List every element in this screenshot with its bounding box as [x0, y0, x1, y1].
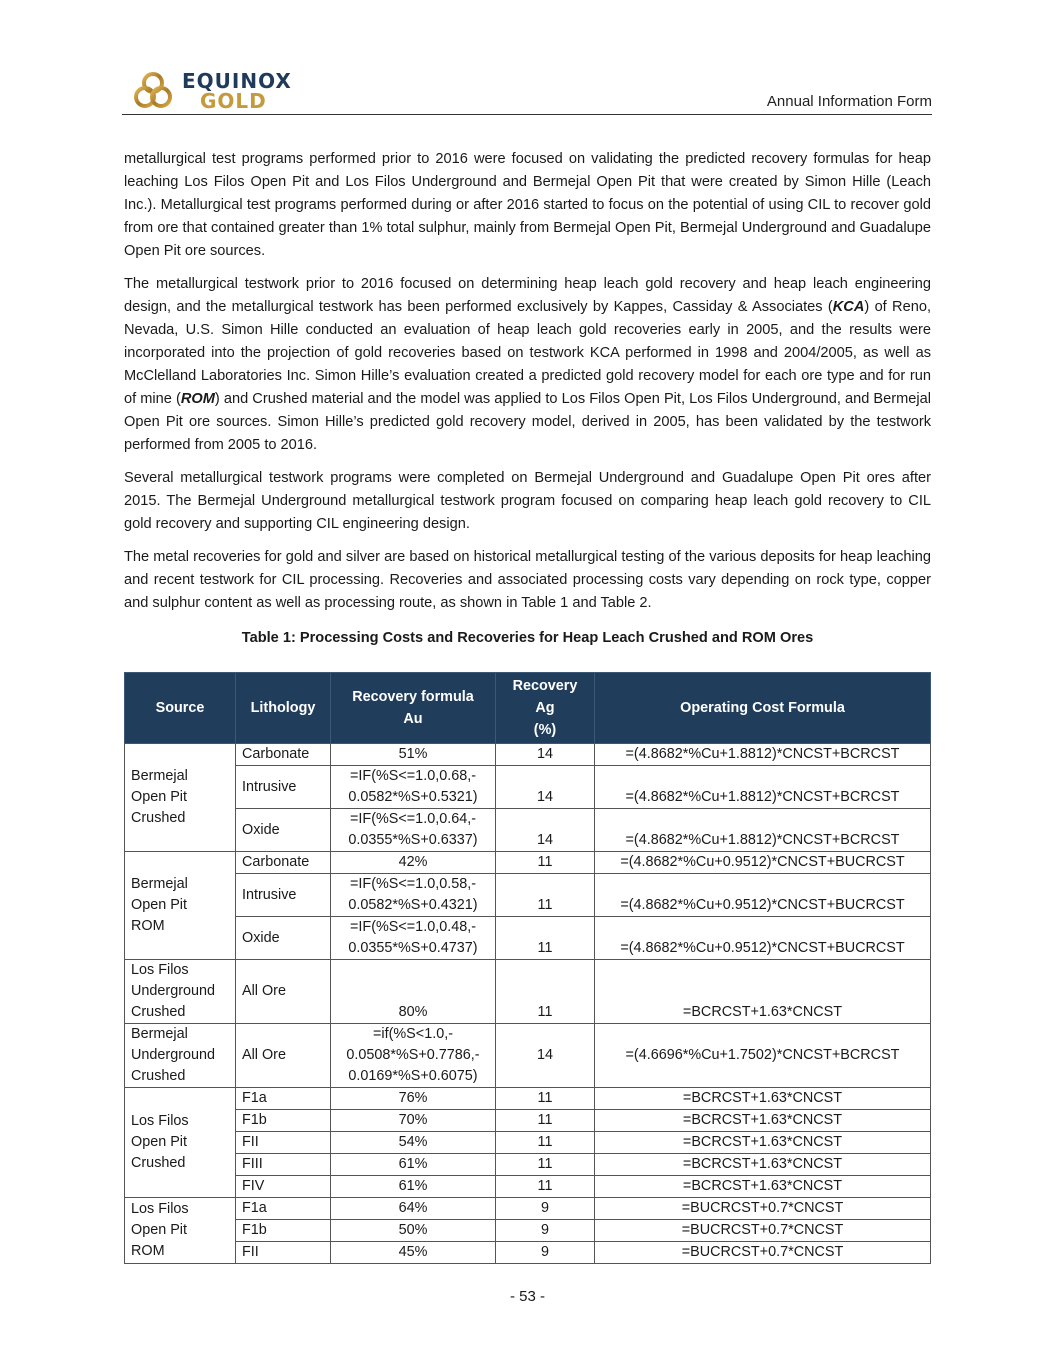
cell-recovery-ag: 9 — [496, 1220, 595, 1242]
cell-lithology: F1b — [236, 1110, 331, 1132]
cell-recovery-au: 61% — [331, 1176, 496, 1198]
cell-recovery-ag: 14 — [496, 766, 595, 809]
logo-text-equinox: EQUINOX — [182, 69, 292, 93]
cell-lithology: FII — [236, 1132, 331, 1154]
col-header-recovery-ag: Recovery Ag (%) — [496, 673, 595, 744]
cell-recovery-ag: 11 — [496, 874, 595, 917]
logo-knot-icon — [132, 70, 174, 112]
cell-recovery-au: 76% — [331, 1088, 496, 1110]
table-row — [125, 1110, 931, 1132]
cell-lithology: F1b — [236, 1220, 331, 1242]
cell-source: Los Filos Open Pit Crushed — [125, 1088, 236, 1198]
equinox-gold-logo — [132, 70, 292, 112]
cell-recovery-au: 61% — [331, 1154, 496, 1176]
cell-recovery-ag: 14 — [496, 744, 595, 766]
paragraph: Several metallurgical testwork programs were completed on Bermejal Underground and Guadalupe Open Pit ores after 2015. The Bermejal Underground metallurgical testwork program focused on comparing heap leach gold recovery to CIL gold recovery and supporting CIL engineering design. — [124, 470, 931, 532]
col-header-lithology: Lithology — [236, 673, 331, 744]
paragraph: The metallurgical testwork prior to 2016 focused on determining heap leach gold recovery and heap leach engineering design, and the metallurgical testwork has been performed exclusively by Kappes, Cassiday & Associates (KCA) of Reno, Nevada, U.S. Simon Hille conducted an evaluation of heap leach gold recoveries early in 2005, and the results were incorporated into the projection of gold recoveries based on testwork KCA performed in 1998 and 2004/2005, as well as McClelland Laboratories Inc. Simon Hille’s evaluation created a predicted gold recovery model for each ore type and for run of mine (ROM) and Crushed material and the model was applied to Los Filos Open Pit, Los Filos Underground, and Bermejal Open Pit ore sources. Simon Hille’s predicted gold recovery model, derived in 2005, has been validated by the testwork performed from 2005 to 2016. — [124, 276, 931, 453]
cell-recovery-ag: 11 — [496, 1176, 595, 1198]
cell-recovery-au: =IF(%S<=1.0,0.68,- 0.0582*%S+0.5321) — [331, 766, 496, 809]
processing-costs-table — [124, 672, 931, 1264]
document-title: Annual Information Form — [766, 93, 932, 110]
cell-operating-cost: =(4.8682*%Cu+1.8812)*CNCST+BCRCST — [595, 744, 931, 766]
cell-operating-cost: =BUCRCST+0.7*CNCST — [595, 1242, 931, 1264]
cell-recovery-au: =IF(%S<=1.0,0.58,- 0.0582*%S+0.4321) — [331, 874, 496, 917]
cell-recovery-ag: 11 — [496, 917, 595, 960]
cell-source: Los Filos Underground Crushed — [125, 960, 236, 1024]
cell-operating-cost: =(4.8682*%Cu+1.8812)*CNCST+BCRCST — [595, 809, 931, 852]
cell-recovery-au: 80% — [331, 960, 496, 1024]
col-header-recovery-au: Recovery formula Au — [331, 673, 496, 744]
cell-recovery-ag: 11 — [496, 852, 595, 874]
table-row — [125, 874, 931, 917]
cell-operating-cost: =BUCRCST+0.7*CNCST — [595, 1198, 931, 1220]
cell-source: Bermejal Open Pit Crushed — [125, 744, 236, 852]
table-row — [125, 809, 931, 852]
cell-source: Bermejal Open Pit ROM — [125, 852, 236, 960]
table-row — [125, 1242, 931, 1264]
cell-operating-cost: =(4.8682*%Cu+0.9512)*CNCST+BUCRCST — [595, 917, 931, 960]
cell-operating-cost: =BCRCST+1.63*CNCST — [595, 1088, 931, 1110]
table-row — [125, 1220, 931, 1242]
cell-recovery-ag: 9 — [496, 1242, 595, 1264]
cell-recovery-au: 70% — [331, 1110, 496, 1132]
cell-recovery-au: 51% — [331, 744, 496, 766]
cell-recovery-ag: 11 — [496, 960, 595, 1024]
cell-recovery-au: 42% — [331, 852, 496, 874]
table-row — [125, 1154, 931, 1176]
table-header-row — [125, 673, 931, 744]
cell-recovery-ag: 14 — [496, 1024, 595, 1088]
page-header — [122, 68, 932, 116]
table-row — [125, 960, 931, 1024]
cell-operating-cost: =(4.6696*%Cu+1.7502)*CNCST+BCRCST — [595, 1024, 931, 1088]
table-row — [125, 744, 931, 766]
header-divider — [122, 114, 932, 115]
table-row — [125, 1024, 931, 1088]
body-text — [124, 148, 931, 625]
cell-lithology: Oxide — [236, 809, 331, 852]
cell-recovery-au: 54% — [331, 1132, 496, 1154]
cell-recovery-au: 64% — [331, 1198, 496, 1220]
cell-operating-cost: =BCRCST+1.63*CNCST — [595, 1110, 931, 1132]
cell-recovery-au: =if(%S<1.0,- 0.0508*%S+0.7786,- 0.0169*%S+0.6075) — [331, 1024, 496, 1088]
col-header-operating-cost: Operating Cost Formula — [595, 673, 931, 744]
cell-operating-cost: =BUCRCST+0.7*CNCST — [595, 1220, 931, 1242]
cell-recovery-au: =IF(%S<=1.0,0.64,- 0.0355*%S+0.6337) — [331, 809, 496, 852]
cell-recovery-ag: 11 — [496, 1154, 595, 1176]
cell-operating-cost: =(4.8682*%Cu+0.9512)*CNCST+BUCRCST — [595, 852, 931, 874]
defined-term: ROM — [180, 391, 215, 407]
cell-recovery-ag: 9 — [496, 1198, 595, 1220]
cell-lithology: F1a — [236, 1198, 331, 1220]
cell-operating-cost: =BCRCST+1.63*CNCST — [595, 1132, 931, 1154]
cell-operating-cost: =BCRCST+1.63*CNCST — [595, 1154, 931, 1176]
cell-lithology: All Ore — [236, 1024, 331, 1088]
col-header-source: Source — [125, 673, 236, 744]
cell-recovery-au: =IF(%S<=1.0,0.48,- 0.0355*%S+0.4737) — [331, 917, 496, 960]
table-row — [125, 1132, 931, 1154]
cell-lithology: Oxide — [236, 917, 331, 960]
cell-lithology: Intrusive — [236, 874, 331, 917]
defined-term: KCA — [832, 299, 865, 315]
paragraph: The metal recoveries for gold and silver are based on historical metallurgical testing of the various deposits for heap leaching and recent testwork for CIL processing. Recoveries and associated processing costs vary depending on rock type, copper and sulphur content as well as processing route, as shown in Table 1 and Table 2. — [124, 549, 931, 611]
cell-lithology: Carbonate — [236, 852, 331, 874]
cell-lithology: Carbonate — [236, 744, 331, 766]
cell-operating-cost: =BCRCST+1.63*CNCST — [595, 960, 931, 1024]
cell-lithology: FIII — [236, 1154, 331, 1176]
table-row — [125, 852, 931, 874]
cell-recovery-ag: 11 — [496, 1132, 595, 1154]
cell-source: Bermejal Underground Crushed — [125, 1024, 236, 1088]
cell-lithology: All Ore — [236, 960, 331, 1024]
logo-text-gold: GOLD — [200, 89, 267, 113]
cell-source: Los Filos Open Pit ROM — [125, 1198, 236, 1264]
cell-recovery-au: 50% — [331, 1220, 496, 1242]
cell-recovery-ag: 14 — [496, 809, 595, 852]
cell-recovery-ag: 11 — [496, 1110, 595, 1132]
cell-lithology: F1a — [236, 1088, 331, 1110]
cell-recovery-ag: 11 — [496, 1088, 595, 1110]
paragraph: metallurgical test programs performed prior to 2016 were focused on validating the predicted recovery formulas for heap leaching Los Filos Open Pit and Los Filos Underground and Bermejal Open Pit that were created by Simon Hille (Leach Inc.). Metallurgical test programs performed during or after 2016 started to focus on the potential of using CIL to recover gold from ore that contained greater than 1% total sulphur, mainly from Bermejal Open Pit, Bermejal Underground and Guadalupe Open Pit ore sources. — [124, 151, 931, 259]
cell-lithology: FII — [236, 1242, 331, 1264]
table-row — [125, 1176, 931, 1198]
cell-operating-cost: =(4.8682*%Cu+0.9512)*CNCST+BUCRCST — [595, 874, 931, 917]
table-caption: Table 1: Processing Costs and Recoveries for Heap Leach Crushed and ROM Ores — [241, 630, 814, 646]
cell-operating-cost: =BCRCST+1.63*CNCST — [595, 1176, 931, 1198]
table-row — [125, 1088, 931, 1110]
cell-lithology: Intrusive — [236, 766, 331, 809]
table-row — [125, 917, 931, 960]
cell-operating-cost: =(4.8682*%Cu+1.8812)*CNCST+BCRCST — [595, 766, 931, 809]
table-row — [125, 766, 931, 809]
cell-lithology: FIV — [236, 1176, 331, 1198]
cell-recovery-au: 45% — [331, 1242, 496, 1264]
table-row — [125, 1198, 931, 1220]
page-number: - 53 - — [509, 1288, 545, 1305]
